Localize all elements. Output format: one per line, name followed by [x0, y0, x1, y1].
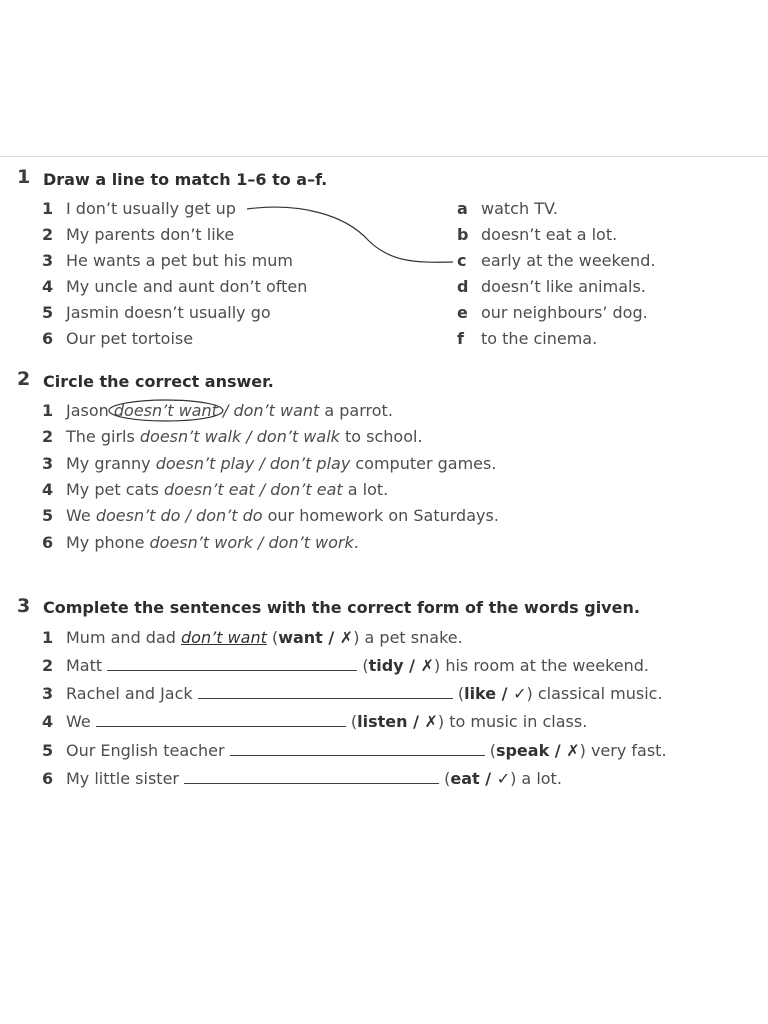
item-number: 4	[42, 277, 54, 296]
circle-row	[0, 533, 768, 559]
circle-row	[0, 506, 768, 532]
item-number: 6	[42, 329, 54, 348]
hint-open: (	[357, 656, 369, 675]
item-number: 3	[42, 251, 54, 270]
sentence-start: Rachel and Jack	[66, 684, 198, 703]
answer-blank[interactable]	[230, 741, 485, 756]
left-phrase[interactable]: He wants a pet but his mum	[66, 251, 293, 270]
option-1[interactable]: doesn’t walk	[139, 427, 242, 446]
item-letter: e	[457, 303, 468, 322]
hint-open: (	[439, 769, 451, 788]
item-number: 6	[42, 533, 54, 552]
hint-mark: / ✓	[496, 684, 527, 703]
sentence-start: Jason	[66, 401, 114, 420]
hint-close: )	[353, 628, 360, 647]
section-1-title: Draw a line to match 1–6 to a–f.	[43, 170, 328, 189]
hint-close: )	[526, 684, 533, 703]
hint-close: )	[433, 656, 441, 675]
option-2[interactable]: don’t do	[196, 506, 263, 525]
answer-blank[interactable]	[198, 684, 453, 699]
hint-open: (	[484, 741, 496, 760]
right-phrase[interactable]: doesn’t like animals.	[481, 277, 646, 296]
item-number: 1	[42, 628, 54, 647]
hint	[357, 656, 440, 675]
left-phrase[interactable]: I don’t usually get up	[66, 199, 236, 218]
fill-row	[0, 741, 768, 767]
left-phrase[interactable]: Our pet tortoise	[66, 329, 194, 348]
circle-row	[0, 401, 768, 427]
option-separator: /	[254, 480, 271, 499]
sentence	[66, 480, 388, 499]
sentence-end: a parrot.	[319, 401, 393, 420]
item-number: 4	[42, 480, 54, 499]
hint-word: tidy	[368, 656, 404, 675]
fill-row	[0, 656, 768, 682]
sentence-start: We	[66, 506, 96, 525]
sentence-end: .	[353, 533, 359, 552]
sentence-end: a lot.	[516, 769, 562, 788]
item-number: 2	[42, 656, 54, 675]
sentence-end: to music in class.	[444, 712, 588, 731]
option-1[interactable]: doesn’t work	[149, 533, 253, 552]
hint-word: like	[464, 684, 497, 703]
item-number: 1	[42, 199, 54, 218]
fill-row	[0, 628, 768, 654]
option-separator: /	[217, 401, 234, 420]
item-number: 1	[42, 401, 54, 420]
section-3-number: 3	[17, 595, 31, 617]
sentence	[66, 684, 663, 703]
option-separator: /	[241, 427, 257, 446]
item-number: 6	[42, 769, 54, 788]
sentence	[66, 427, 423, 446]
hint	[346, 712, 444, 731]
answer-blank[interactable]	[107, 656, 357, 671]
sentence	[66, 628, 463, 647]
item-letter: d	[457, 277, 469, 296]
hint-open: (	[452, 684, 465, 703]
option-2[interactable]: don’t eat	[270, 480, 343, 499]
hint	[267, 628, 360, 647]
top-divider	[0, 156, 768, 157]
option-2[interactable]: don’t work	[268, 533, 354, 552]
hint-word: eat	[450, 769, 480, 788]
right-phrase[interactable]: doesn’t eat a lot.	[481, 225, 618, 244]
section-3-title: Complete the sentences with the correct form of the words given.	[43, 598, 640, 617]
option-2[interactable]: don’t walk	[256, 427, 340, 446]
hint-close: )	[510, 769, 517, 788]
match-row	[0, 251, 768, 277]
sentence-end: classical music.	[532, 684, 663, 703]
hint-open: (	[345, 712, 358, 731]
sentence-start: Matt	[66, 656, 108, 675]
item-number: 3	[42, 684, 54, 703]
hint-mark: / ✗	[322, 628, 354, 647]
sentence-end: very fast.	[585, 741, 667, 760]
sentence-start: We	[66, 712, 96, 731]
item-number: 5	[42, 741, 54, 760]
hint	[439, 769, 516, 788]
match-row	[0, 329, 768, 355]
option-1[interactable]: doesn’t play	[155, 454, 255, 473]
option-2[interactable]: don’t want	[233, 401, 320, 420]
item-number: 3	[42, 454, 54, 473]
right-phrase[interactable]: early at the weekend.	[481, 251, 656, 270]
match-row	[0, 199, 768, 225]
option-separator: /	[254, 454, 270, 473]
right-phrase[interactable]: to the cinema.	[481, 329, 598, 348]
answer-blank[interactable]	[184, 769, 439, 784]
sentence-end: a pet snake.	[359, 628, 463, 647]
sentence-end: a lot.	[342, 480, 389, 499]
sentence-start: Mum and dad	[66, 628, 182, 647]
left-phrase[interactable]: Jasmin doesn’t usually go	[66, 303, 271, 322]
hint-mark: / ✗	[403, 656, 434, 675]
sentence	[66, 656, 649, 675]
hint-mark: / ✓	[479, 769, 511, 788]
item-letter: a	[457, 199, 468, 218]
circle-row	[0, 454, 768, 480]
right-phrase[interactable]: our neighbours’ dog.	[481, 303, 648, 322]
sentence	[66, 506, 499, 525]
sentence	[66, 741, 667, 760]
sentence-start: My pet cats	[66, 480, 165, 499]
sentence-start: My granny	[66, 454, 156, 473]
hint-word: speak	[495, 741, 550, 760]
item-number: 2	[42, 225, 54, 244]
sentence-end: our homework on Saturdays.	[262, 506, 499, 525]
left-phrase[interactable]: My uncle and aunt don’t often	[66, 277, 308, 296]
hint-close: )	[437, 712, 445, 731]
fill-row	[0, 684, 768, 710]
option-1[interactable]: doesn’t want	[113, 401, 218, 420]
sentence	[66, 712, 587, 731]
left-phrase[interactable]: My parents don’t like	[66, 225, 235, 244]
item-letter: b	[457, 225, 469, 244]
match-row	[0, 225, 768, 251]
option-2[interactable]: don’t play	[269, 454, 351, 473]
section-1-number: 1	[17, 166, 31, 188]
fill-row	[0, 712, 768, 738]
sentence-end: his room at the weekend.	[440, 656, 650, 675]
answer-text[interactable]: don’t want	[181, 628, 267, 647]
sentence-start: My phone	[66, 533, 150, 552]
answer-blank[interactable]	[96, 712, 346, 727]
hint-mark: / ✗	[549, 741, 580, 760]
item-number: 5	[42, 303, 54, 322]
match-row	[0, 277, 768, 303]
match-row	[0, 303, 768, 329]
hint-word: want	[278, 628, 323, 647]
option-1[interactable]: doesn’t eat	[164, 480, 255, 499]
sentence	[66, 769, 562, 788]
item-letter: c	[457, 251, 467, 270]
item-number: 2	[42, 427, 54, 446]
sentence	[66, 454, 496, 473]
option-separator: /	[180, 506, 197, 525]
hint-mark: / ✗	[407, 712, 438, 731]
circle-row	[0, 427, 768, 453]
sentence-start: Our English teacher	[66, 741, 230, 760]
sentence-end: to school.	[339, 427, 423, 446]
sentence-start: The girls	[66, 427, 140, 446]
sentence	[66, 401, 393, 420]
section-2-number: 2	[17, 368, 31, 390]
item-number: 4	[42, 712, 54, 731]
hint-open: (	[266, 628, 279, 647]
section-2-title: Circle the correct answer.	[43, 372, 274, 391]
circle-row	[0, 480, 768, 506]
hint-word: listen	[357, 712, 408, 731]
hint	[453, 684, 533, 703]
item-number: 5	[42, 506, 54, 525]
option-separator: /	[252, 533, 269, 552]
right-phrase[interactable]: watch TV.	[481, 199, 558, 218]
item-letter: f	[457, 329, 464, 348]
sentence-start: My little sister	[66, 769, 185, 788]
sentence	[66, 533, 359, 552]
sentence-end: computer games.	[350, 454, 497, 473]
option-1[interactable]: doesn’t do	[95, 506, 181, 525]
hint	[485, 741, 586, 760]
hint-close: )	[579, 741, 586, 760]
fill-row	[0, 769, 768, 795]
